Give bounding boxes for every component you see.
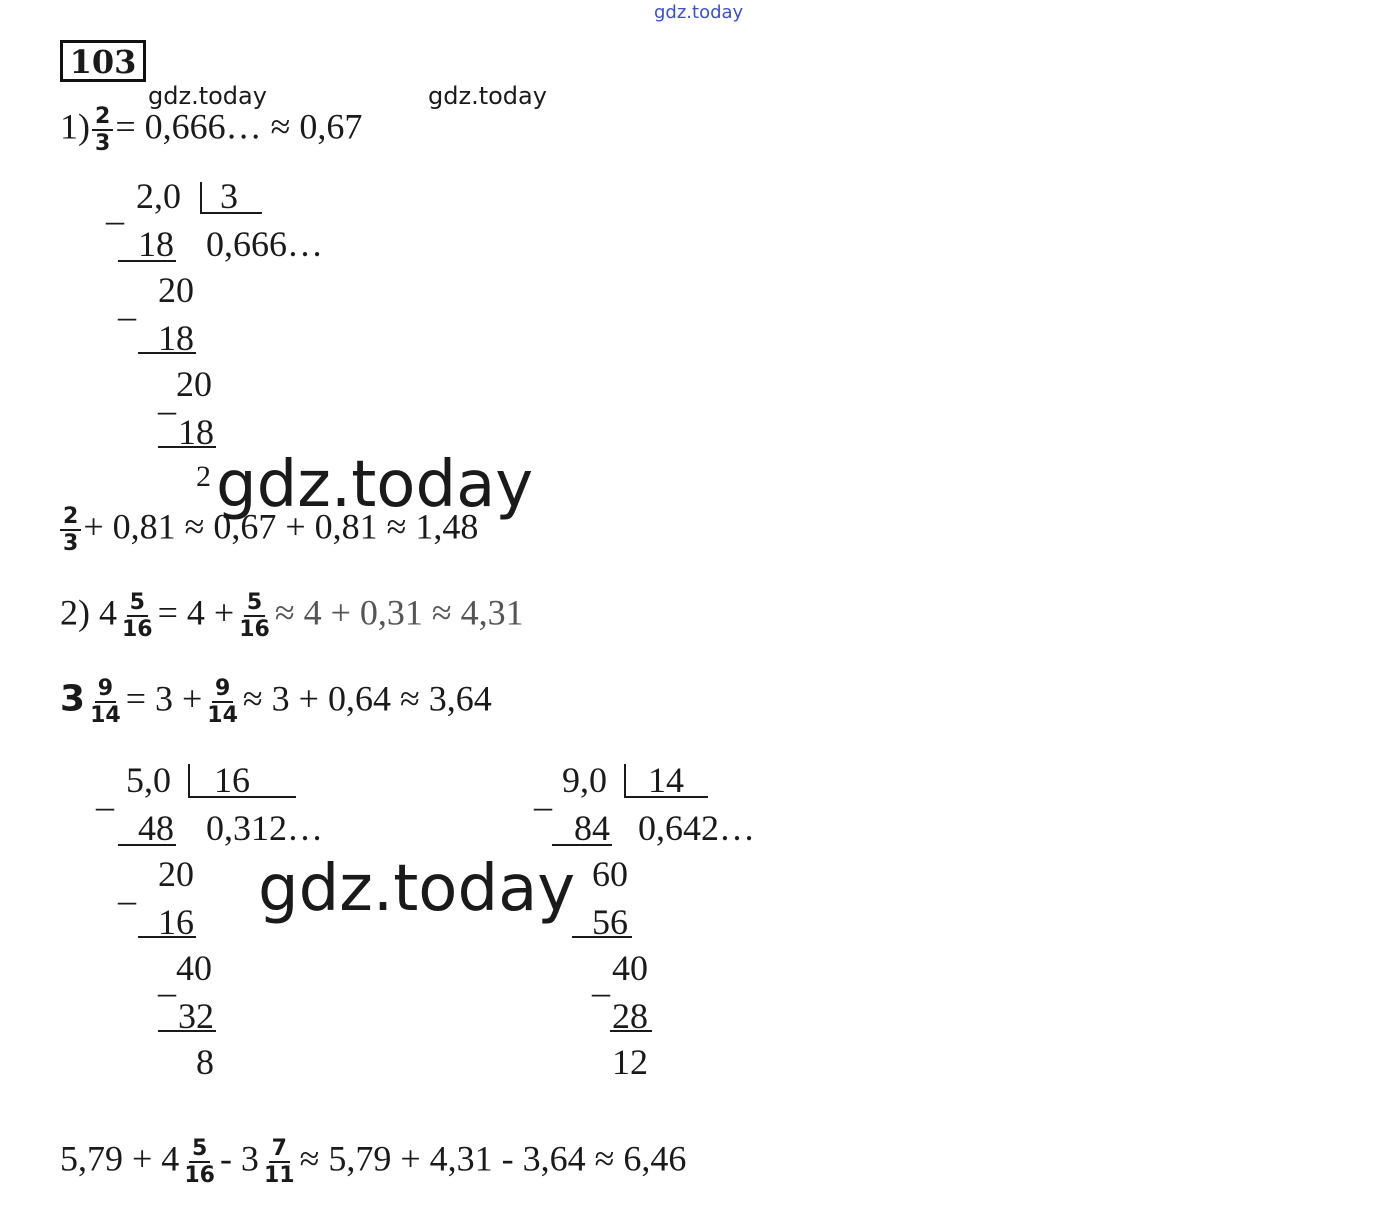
- mixed-fraction: [87, 676, 124, 729]
- fraction-numerator: 5: [189, 1136, 210, 1163]
- fraction-numerator: 5: [244, 590, 265, 617]
- step-underline: [118, 844, 176, 846]
- step-value: 56: [592, 902, 628, 942]
- minus-sign: _: [534, 774, 552, 814]
- part2-rest: ≈ 4 + 0,31 ≈ 4,31: [274, 592, 524, 633]
- step-underline: [158, 1030, 216, 1032]
- part2-line2: [60, 676, 492, 729]
- fraction: [236, 590, 273, 643]
- step-value: 18: [138, 224, 174, 264]
- step-value: 18: [158, 318, 194, 358]
- mixed-fraction: [261, 1136, 298, 1189]
- dividend: 9,0: [562, 760, 607, 800]
- step-value: 48: [138, 808, 174, 848]
- step-value: 40: [176, 948, 212, 988]
- step-underline: [138, 936, 196, 938]
- minus-sign: _: [118, 284, 136, 324]
- fraction: [204, 676, 241, 729]
- mixed-fraction: [181, 1136, 218, 1189]
- step-value: 84: [574, 808, 610, 848]
- whole-number: 3: [60, 678, 86, 720]
- step-value: 8: [196, 1042, 214, 1082]
- step-value: 20: [176, 364, 212, 404]
- watermark-large-2: gdz.today: [258, 852, 576, 926]
- step-value: 16: [158, 902, 194, 942]
- minus-sign: _: [106, 188, 124, 228]
- final-mid: - 3: [219, 1138, 259, 1179]
- quotient: 0,312…: [206, 808, 323, 848]
- step-underline: [118, 260, 176, 262]
- fraction-numerator: 9: [212, 676, 233, 703]
- divisor: 14: [648, 760, 684, 800]
- minus-sign: _: [158, 378, 176, 418]
- final-rest: ≈ 5,79 + 4,31 - 3,64 ≈ 6,46: [299, 1138, 687, 1179]
- step-underline: [610, 1030, 652, 1032]
- fraction-denominator: 14: [207, 703, 238, 729]
- fraction-numerator: 2: [92, 104, 113, 131]
- watermark-top: gdz.today: [654, 2, 744, 23]
- fraction-denominator: 11: [263, 1163, 295, 1189]
- fraction-denominator: 14: [90, 703, 121, 729]
- minus-sign: _: [118, 868, 136, 908]
- fraction-denominator: 3: [63, 531, 79, 557]
- fraction-numerator: 5: [127, 590, 148, 617]
- part1-label: 1): [60, 106, 90, 147]
- fraction-denominator: 16: [239, 617, 270, 643]
- part1-fraction: [92, 104, 113, 157]
- dividend: 5,0: [126, 760, 171, 800]
- step-underline: [158, 446, 216, 448]
- watermark-large-1: gdz.today: [216, 448, 534, 522]
- sum-fraction: [60, 504, 81, 557]
- step-value: 40: [612, 948, 648, 988]
- dividend: 2,0: [136, 176, 181, 216]
- quotient: 0,642…: [638, 808, 755, 848]
- part1-sum-line: [58, 504, 478, 557]
- step-value: 20: [158, 270, 194, 310]
- division-bar: [200, 182, 202, 214]
- part1-line: [60, 104, 362, 157]
- divisor: 16: [214, 760, 250, 800]
- step-value: 18: [178, 412, 214, 452]
- fraction-denominator: 16: [122, 617, 153, 643]
- step-underline: [552, 844, 612, 846]
- part2-line1: [60, 590, 524, 643]
- step-underline: [138, 352, 196, 354]
- step-value: 12: [612, 1042, 648, 1082]
- part1-result: = 0,666… ≈ 0,67: [115, 106, 363, 147]
- step-value: 32: [178, 996, 214, 1036]
- step-value: 28: [612, 996, 648, 1036]
- minus-sign: _: [158, 960, 176, 1000]
- division-bar: [188, 764, 190, 798]
- watermark-small-1: gdz.today: [148, 82, 267, 110]
- part2-label: 2) 4: [60, 592, 117, 633]
- fraction-numerator: 7: [269, 1136, 290, 1163]
- fraction-denominator: 16: [184, 1163, 215, 1189]
- fraction-denominator: 3: [95, 131, 111, 157]
- mixed-fraction: [119, 590, 156, 643]
- part2-mid: = 3 +: [125, 678, 203, 719]
- fraction-numerator: 9: [95, 676, 116, 703]
- part2-mid: = 4 +: [157, 592, 235, 633]
- sum-rest: + 0,81 ≈ 0,67 + 0,81 ≈ 1,48: [83, 506, 479, 547]
- minus-sign: _: [96, 774, 114, 814]
- task-number: 103: [60, 40, 146, 82]
- fraction-numerator: 2: [60, 504, 81, 531]
- step-value: 20: [158, 854, 194, 894]
- step-value: 60: [592, 854, 628, 894]
- step-value: 2: [196, 460, 211, 493]
- final-start: 5,79 + 4: [60, 1138, 180, 1179]
- quotient: 0,666…: [206, 224, 323, 264]
- division-bar: [624, 764, 626, 798]
- part2-rest: ≈ 3 + 0,64 ≈ 3,64: [242, 678, 492, 719]
- final-line: [60, 1136, 686, 1189]
- step-underline: [572, 936, 632, 938]
- watermark-small-2: gdz.today: [428, 82, 547, 110]
- divisor: 3: [220, 176, 238, 216]
- minus-sign: _: [592, 960, 610, 1000]
